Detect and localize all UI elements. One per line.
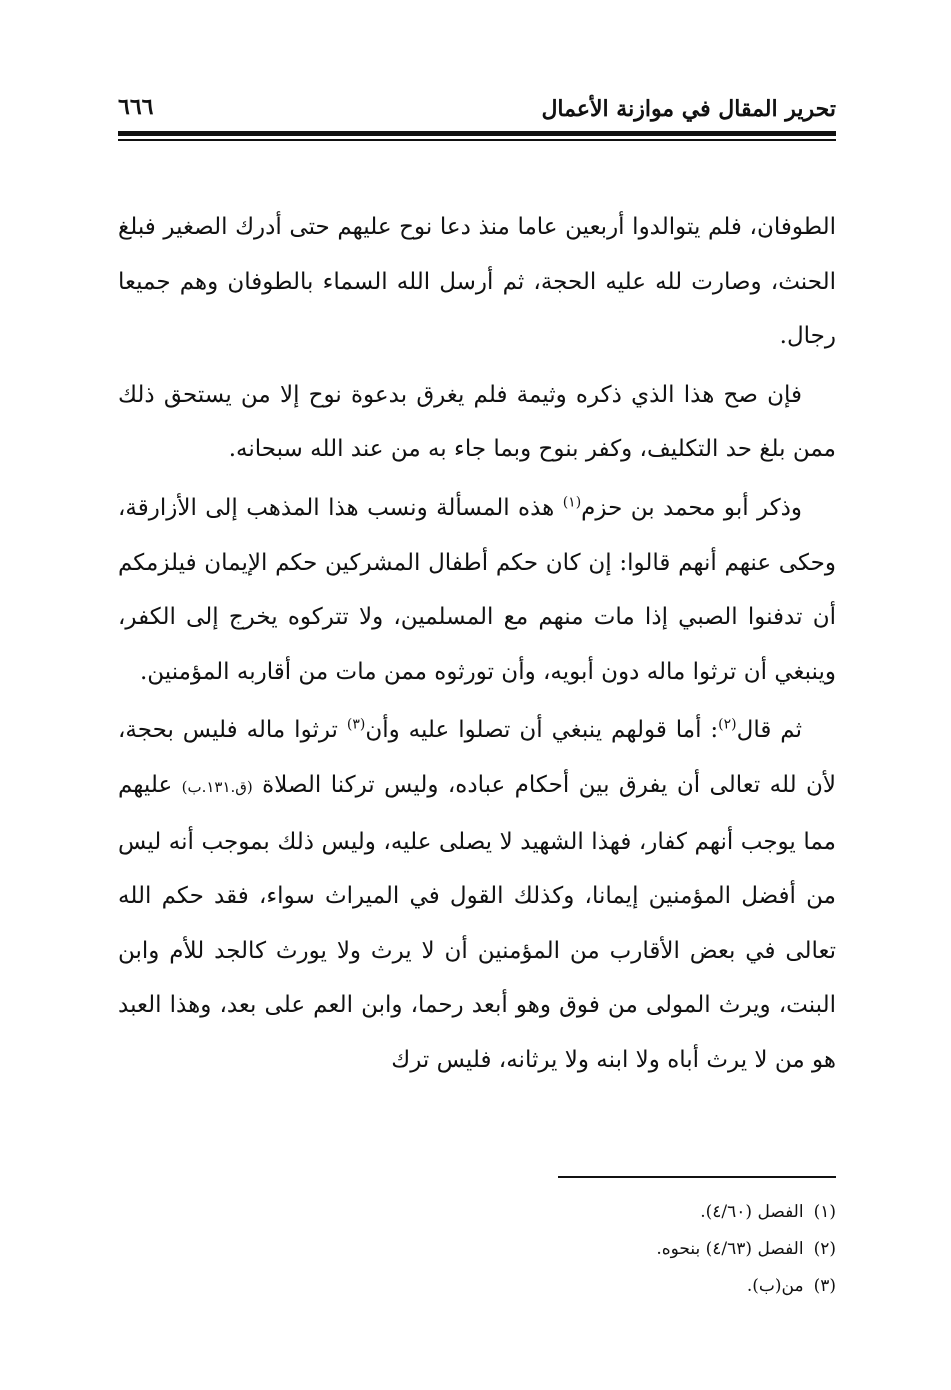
footnote-3 xyxy=(118,1268,836,1305)
footnote-2 xyxy=(118,1231,836,1268)
footnote-ref-3: (٣) xyxy=(346,716,366,733)
footnote-number: (١) xyxy=(813,1202,836,1222)
header-rule-thick xyxy=(118,131,836,136)
p4-after: عليهم مما يوجب أنهم كفار، فهذا الشهيد لا يصلى عليه، وليس ذلك بموجب أنه ليس من أفضل المؤمنين إيمانا، وكذلك القول في الميراث سواء، فقد حكم الله تعالى في بعض الأقارب من المؤمنين أن لا يرث ولا يورث كالجد للأم وابن البنت، ويرث المولى من فوق وهو أبعد رحما، وابن العم على بعد، وهذا العبد هو من لا يرث أباه ولا ابنه ولا يرثانه، فليس ترك xyxy=(118,771,836,1073)
paragraph-2: فإن صح هذا الذي ذكره وثيمة فلم يغرق بدعوة نوح إلا من يستحق ذلك ممن بلغ حد التكليف، وكفر بنوح وبما جاء به من عند الله سبحانه. xyxy=(118,381,836,463)
p3-before: وذكر أبو محمد بن حزم xyxy=(581,494,802,521)
p3-after: هذه المسألة ونسب هذا المذهب إلى الأزارقة، وحكى عنهم أنهم قالوا: إن كان حكم أطفال المشركين حكم الإيمان فيلزمكم أن تدفنوا الصبي إذا مات منهم مع المسلمين، ولا تتركوه يخرج إلى الكفر، وينبغي أن ترثوا ماله دون أبويه، وأن تورثوه ممن مات من أقاربه المؤمنين. xyxy=(118,494,836,685)
footnote-number: (٣) xyxy=(813,1276,836,1296)
footnote-ref-1: (١) xyxy=(562,494,582,511)
footnote-1 xyxy=(118,1194,836,1231)
footnote-ref-2: (٢) xyxy=(718,716,737,733)
book-title: تحرير المقال في موازنة الأعمال xyxy=(541,96,836,122)
paragraph-4 xyxy=(118,703,836,1087)
footnote-text: الفصل (٤/٦٣) بنحوه. xyxy=(656,1239,804,1259)
p4-before: ثم قال xyxy=(736,717,802,744)
footnote-separator xyxy=(558,1176,836,1178)
p4-middle: : أما قولهم ينبغي أن تصلوا عليه وأن xyxy=(365,717,719,744)
paragraph-3 xyxy=(118,481,836,699)
header-rule-thin xyxy=(118,139,836,141)
paragraph-1: الطوفان، فلم يتوالدوا أربعين عاما منذ دعا نوح عليهم حتى أدرك الصغير فبلغ الحنث، وصارت لله عليه الحجة، ثم أرسل الله السماء بالطوفان وهم جميعا رجال. xyxy=(118,214,836,350)
page-number: ٦٦٦ xyxy=(118,94,154,120)
manuscript-folio-marker: (ق.١٣١.ب) xyxy=(181,777,253,796)
main-text xyxy=(118,200,836,1088)
footnote-text: من(ب). xyxy=(746,1276,804,1296)
footnote-text: الفصل (٤/٦٠). xyxy=(700,1202,804,1222)
footnotes xyxy=(118,1194,836,1305)
running-header xyxy=(118,92,836,132)
p4-middle2: ترثوا ماله فليس بحجة، لأن لله تعالى أن يفرق بين أحكام عباده، وليس تركنا الصلاة xyxy=(118,717,836,798)
footnote-number: (٢) xyxy=(813,1239,836,1259)
